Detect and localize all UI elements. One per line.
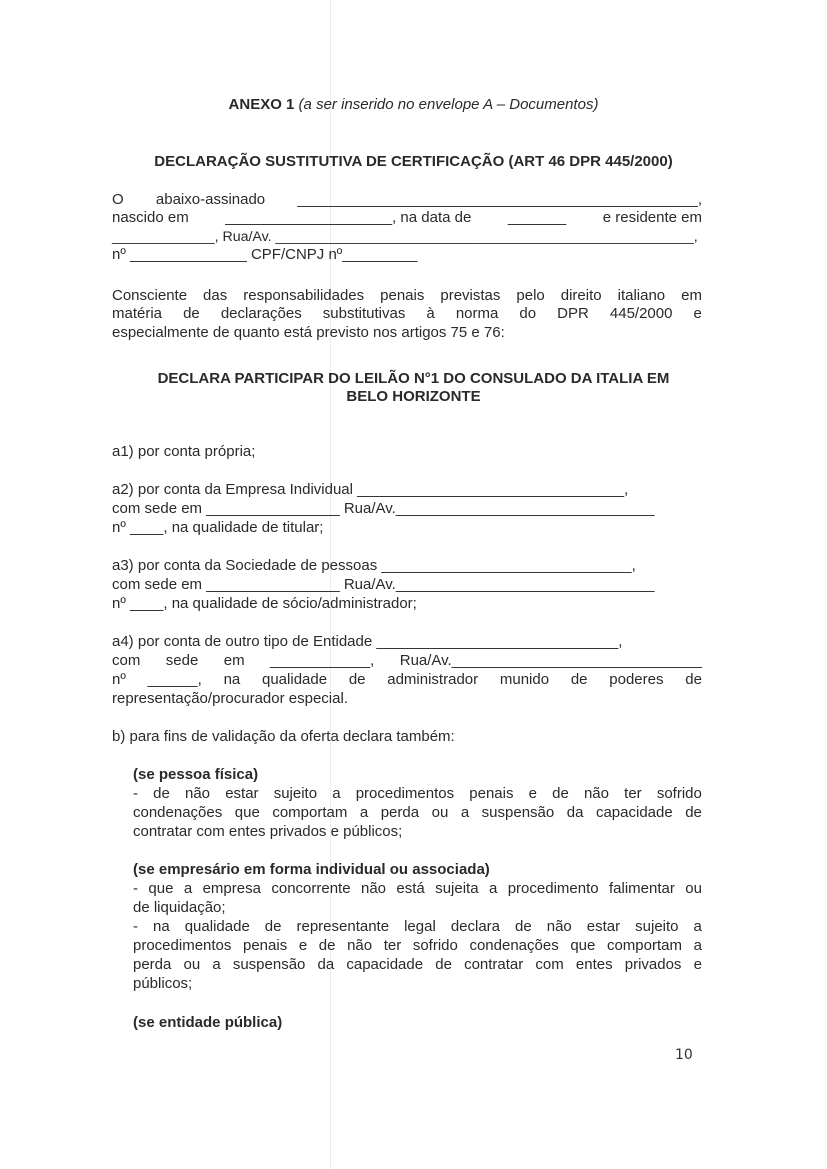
- annex-note: (a ser inserido no envelope A – Documentos): [294, 96, 599, 113]
- emp-line-5: [133, 956, 702, 974]
- justified-word: a: [332, 785, 341, 802]
- justified-word: privados: [624, 956, 682, 973]
- justified-word: de: [348, 671, 366, 688]
- emp-line-6: públicos;: [133, 975, 193, 992]
- justified-word: pelo: [516, 287, 545, 304]
- justified-word: procedimentos: [355, 785, 455, 802]
- justified-word: capacidade: [346, 956, 424, 973]
- justified-word: de: [685, 804, 702, 821]
- justified-word: empresa: [202, 880, 261, 897]
- justified-word: com: [535, 956, 564, 973]
- justified-word: a: [460, 804, 470, 821]
- justified-word: de: [570, 671, 588, 688]
- justified-word: capacidade: [595, 804, 673, 821]
- justified-word: ter: [624, 785, 642, 802]
- justified-word: de: [435, 956, 452, 973]
- justified-word: não: [347, 937, 373, 954]
- justified-word: de: [685, 671, 702, 688]
- pf-line-3: contratar com entes privados e públicos;: [133, 823, 403, 840]
- justified-word: procedimentos: [133, 937, 232, 954]
- annex-label: ANEXO 1: [228, 96, 295, 113]
- justified-word: não: [583, 785, 609, 802]
- justified-word: administrador: [387, 671, 479, 688]
- justified-word: a: [183, 880, 193, 897]
- page-number: 10: [675, 1047, 693, 1063]
- justified-word: ____________,: [270, 652, 375, 669]
- emp-line-1: [133, 880, 702, 898]
- option-a4-line-4: representação/procurador especial.: [112, 690, 348, 707]
- justified-word: a: [212, 956, 221, 973]
- justified-word: suspensão: [481, 804, 555, 821]
- justified-word: estar: [586, 918, 621, 935]
- emp-line-2: de liquidação;: [133, 899, 226, 916]
- justified-word: -: [133, 918, 138, 935]
- justified-word: da: [566, 804, 584, 821]
- form-word: abaixo-assinado: [155, 191, 266, 208]
- justified-word: ou: [431, 804, 449, 821]
- form-word: nascido em: [112, 209, 189, 226]
- justified-word: perda: [133, 956, 172, 973]
- justified-word: sujeito: [273, 785, 318, 802]
- justified-word: falimentar: [609, 880, 675, 897]
- justified-word: comportam: [606, 937, 682, 954]
- justified-word: à: [426, 305, 435, 322]
- justified-word: nº: [112, 671, 126, 688]
- intro-line-1: [112, 287, 702, 305]
- justified-word: qualidade: [262, 671, 328, 688]
- declaration-title: DECLARAÇÃO SUSTITUTIVA DE CERTIFICAÇÃO (ART 46 DPR 445/2000): [154, 153, 673, 170]
- form-line-3: _____________, Rua/Av. _____________________________________________________,: [112, 229, 698, 245]
- justified-word: matéria: [112, 305, 163, 322]
- justified-word: não: [185, 785, 211, 802]
- form-line-1: [112, 191, 702, 209]
- option-a3-line-1: a3) por conta da Sociedade de pessoas ______________________________,: [112, 557, 636, 574]
- justified-word: em: [681, 287, 702, 304]
- justified-word: sofrido: [412, 937, 458, 954]
- justified-word: de: [153, 785, 170, 802]
- justified-word: de: [515, 918, 532, 935]
- justified-word: ou: [183, 956, 201, 973]
- justified-word: não: [546, 918, 572, 935]
- justified-word: em: [223, 652, 245, 669]
- justified-word: concorrente: [271, 880, 351, 897]
- justified-word: condenações: [469, 937, 559, 954]
- intro-line-2: [112, 305, 702, 323]
- justified-word: de: [318, 937, 336, 954]
- justified-word: substitutivas: [322, 305, 406, 322]
- option-a4-line-3: [112, 671, 702, 689]
- option-a1: a1) por conta própria;: [112, 443, 256, 460]
- justified-word: DPR: [557, 305, 589, 322]
- form-line-2: [112, 209, 702, 227]
- pf-line-1: [133, 785, 702, 803]
- option-a2-line-2: com sede em ________________ Rua/Av._______________________________: [112, 500, 655, 517]
- justified-word: norma: [455, 305, 499, 322]
- option-b: b) para fins de validação da oferta declara também:: [112, 728, 455, 745]
- birthplace-blank: ____________________, na data de: [225, 209, 472, 226]
- option-a2-line-1: a2) por conta da Empresa Individual ________________________________,: [112, 481, 629, 498]
- justified-word: comportam: [272, 804, 348, 821]
- justified-word: estar: [225, 785, 259, 802]
- justified-word: na: [223, 671, 241, 688]
- justified-word: penais: [380, 287, 425, 304]
- justified-word: com: [112, 652, 141, 669]
- justified-word: está: [396, 880, 425, 897]
- justified-word: entes: [575, 956, 613, 973]
- annex-heading: [0, 96, 827, 114]
- justified-word: qualidade: [184, 918, 250, 935]
- justified-word: declara: [450, 918, 501, 935]
- form-word: O: [112, 191, 124, 208]
- justified-word: e: [693, 305, 702, 322]
- declara-heading-2: BELO HORIZONTE: [346, 388, 481, 405]
- justified-word: a: [693, 937, 702, 954]
- option-a3-line-2: com sede em ________________ Rua/Av._______________________________: [112, 576, 655, 593]
- justified-word: e: [298, 937, 308, 954]
- justified-word: não: [360, 880, 387, 897]
- form-line-4: nº ______________ CPF/CNPJ nº_________: [112, 246, 418, 263]
- option-a4-line-2: [112, 652, 702, 670]
- justified-word: -: [133, 880, 138, 897]
- intro-line-3: especialmente de quanto está previsto nos artigos 75 e 76:: [112, 324, 505, 341]
- option-a4-line-1: a4) por conta de outro tipo de Entidade _____________________________,: [112, 633, 623, 650]
- justified-word: sujeita: [435, 880, 479, 897]
- justified-word: legal: [404, 918, 436, 935]
- justified-word: declarações: [220, 305, 302, 322]
- justified-word: representante: [296, 918, 390, 935]
- justified-word: poderes: [609, 671, 664, 688]
- justified-word: suspensão: [232, 956, 306, 973]
- justified-word: que: [570, 937, 596, 954]
- justified-word: ou: [685, 880, 702, 897]
- justified-word: penais: [243, 937, 288, 954]
- section-pessoa-fisica: (se pessoa física): [133, 766, 259, 783]
- section-empresario: (se empresário em forma individual ou associada): [133, 861, 490, 878]
- pf-line-2: [133, 804, 702, 822]
- emp-line-4: [133, 937, 702, 955]
- date-blank: _______: [507, 209, 567, 226]
- justified-word: penais: [469, 785, 514, 802]
- justified-word: e: [528, 785, 537, 802]
- form-word: e residente em: [602, 209, 702, 226]
- justified-word: da: [317, 956, 335, 973]
- justified-word: Rua/Av.______________________________: [399, 652, 702, 669]
- justified-word: sede: [165, 652, 199, 669]
- justified-word: 445/2000: [609, 305, 673, 322]
- name-blank: ________________________________________________,: [297, 191, 702, 208]
- justified-word: do: [519, 305, 537, 322]
- justified-word: na: [153, 918, 170, 935]
- justified-word: a: [359, 804, 369, 821]
- justified-word: previstas: [440, 287, 501, 304]
- justified-word: direito: [560, 287, 602, 304]
- justified-word: de: [183, 305, 200, 322]
- justified-word: Consciente: [112, 287, 188, 304]
- section-entidade-publica: (se entidade pública): [133, 1014, 283, 1031]
- justified-word: italiano: [617, 287, 666, 304]
- justified-word: de: [264, 918, 282, 935]
- justified-word: que: [148, 880, 174, 897]
- justified-word: a: [693, 918, 702, 935]
- justified-word: de: [552, 785, 569, 802]
- justified-word: ter: [383, 937, 402, 954]
- justified-word: das: [203, 287, 228, 304]
- justified-word: e: [693, 956, 702, 973]
- justified-word: munido: [499, 671, 550, 688]
- option-a2-line-3: nº ____, na qualidade de titular;: [112, 519, 324, 536]
- justified-word: condenações: [133, 804, 223, 821]
- justified-word: que: [234, 804, 260, 821]
- declara-heading-1: DECLARA PARTICIPAR DO LEILÃO N°1 DO CONSULADO DA ITALIA EM: [157, 370, 670, 387]
- justified-word: sujeito: [635, 918, 679, 935]
- justified-word: a: [488, 880, 498, 897]
- justified-word: -: [133, 785, 138, 802]
- emp-line-3: [133, 918, 702, 936]
- justified-word: ______,: [147, 671, 202, 688]
- justified-word: responsabilidades: [243, 287, 365, 304]
- justified-word: sofrido: [656, 785, 702, 802]
- justified-word: perda: [380, 804, 420, 821]
- justified-word: contratar: [464, 956, 524, 973]
- justified-word: procedimento: [507, 880, 599, 897]
- option-a3-line-3: nº ____, na qualidade de sócio/administrador;: [112, 595, 417, 612]
